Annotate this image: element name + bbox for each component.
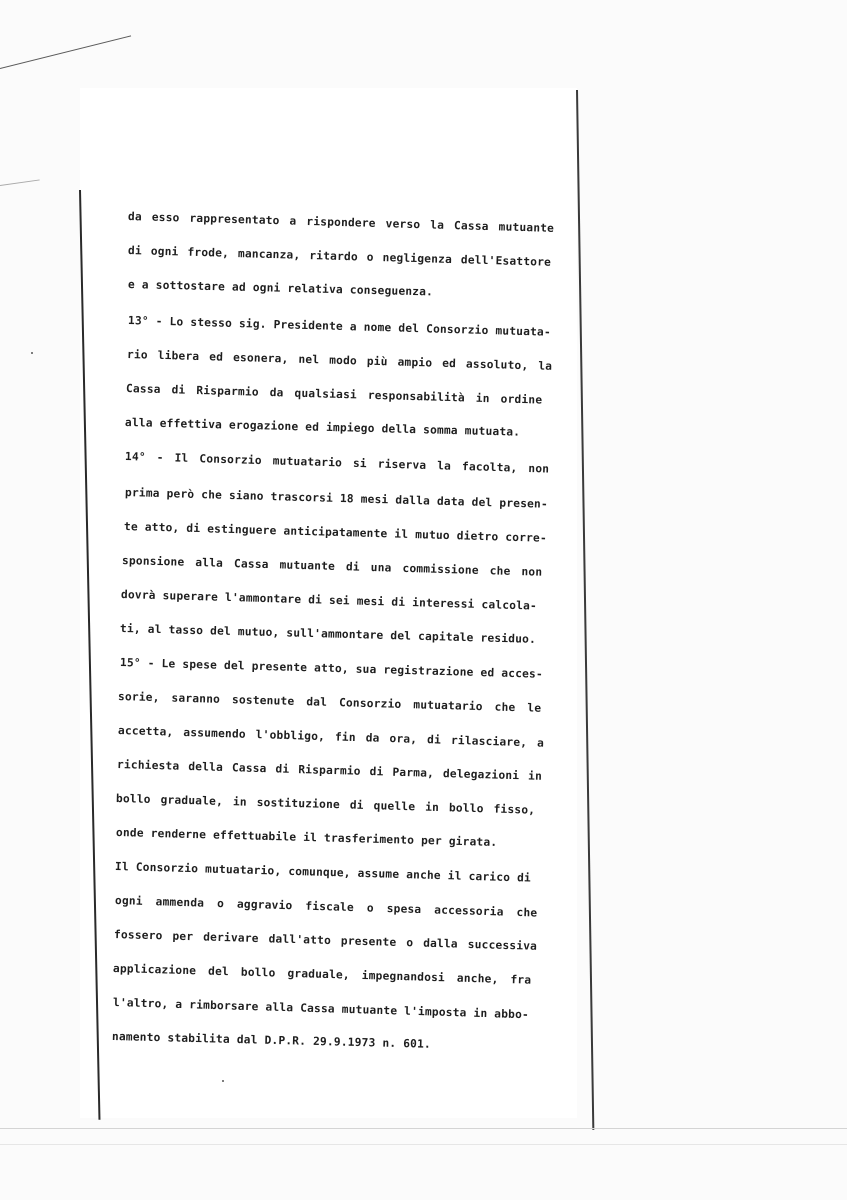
text-line: accetta, assumendo l'obbligo, fin da ora, di rilasciare, a	[117, 724, 545, 750]
text-line: dovrà superare l'ammontare di sei mesi di interessi calcola-	[120, 588, 538, 613]
text-line: richiesta della Cassa di Risparmio di Parma, delegazioni in	[116, 758, 543, 783]
text-line: di ogni frode, mancanza, ritardo o negligenza dell'Esattore	[127, 244, 552, 269]
text-line: alla effettiva erogazione ed impiego della somma mutuata.	[124, 416, 521, 439]
text-line: Cassa di Risparmio da qualsiasi responsabilità in ordine	[125, 382, 543, 407]
sheet-edge-bottom	[0, 1128, 847, 1129]
text-line: 14° - Il Consorzio mutuatario si riserva la facolta, non	[124, 450, 550, 476]
text-line: namento stabilita dal D.P.R. 29.9.1973 n. 601.	[111, 1030, 432, 1051]
text-line: ogni ammenda o aggravio fiscale o spesa accessoria che	[114, 894, 538, 920]
text-line: bollo graduale, in sostituzione di quelle in bollo fisso,	[115, 792, 536, 817]
text-line: 15° - Le spese del presente atto, sua registrazione ed acces-	[119, 656, 544, 681]
text-line: sorie, saranno sostenute dal Consorzio mutuatario che le	[117, 690, 542, 715]
speck	[31, 352, 33, 354]
text-line: ti, al tasso del mutuo, sull'ammontare del capitale residuo.	[119, 622, 537, 646]
text-line: fossero per derivare dall'atto presente o dalla successiva	[113, 928, 538, 953]
text-line: Il Consorzio mutuatario, comunque, assume anche il carico di	[114, 860, 532, 885]
text-line: da esso rappresentato a rispondere verso la Cassa mutuante	[127, 210, 555, 235]
text-line: rio libera ed esonera, nel modo più ampio ed assoluto, la	[126, 348, 553, 373]
text-line: prima però che siano trascorsi 18 mesi dalla data del presen-	[124, 486, 549, 511]
text-line: l'altro, a rimborsare alla Cassa mutuante l'imposta in abbo-	[112, 996, 530, 1022]
text-line: applicazione del bollo graduale, impegnandosi anche, fra	[112, 962, 532, 987]
speck	[222, 1080, 224, 1082]
sheet-edge-bottom-shadow	[0, 1144, 847, 1145]
text-line: 13° - Lo stesso sig. Presidente a nome del Consorzio mutuata-	[127, 314, 552, 339]
text-line: te atto, di estinguere anticipatamente il mutuo dietro corre-	[123, 520, 548, 545]
text-line: e a sottostare ad ogni relativa conseguenza.	[127, 278, 434, 299]
text-line: sponsione alla Cassa mutuante di una commissione che non	[121, 554, 543, 579]
text-line: onde renderne effettuabile il trasferimento per girata.	[115, 826, 498, 849]
